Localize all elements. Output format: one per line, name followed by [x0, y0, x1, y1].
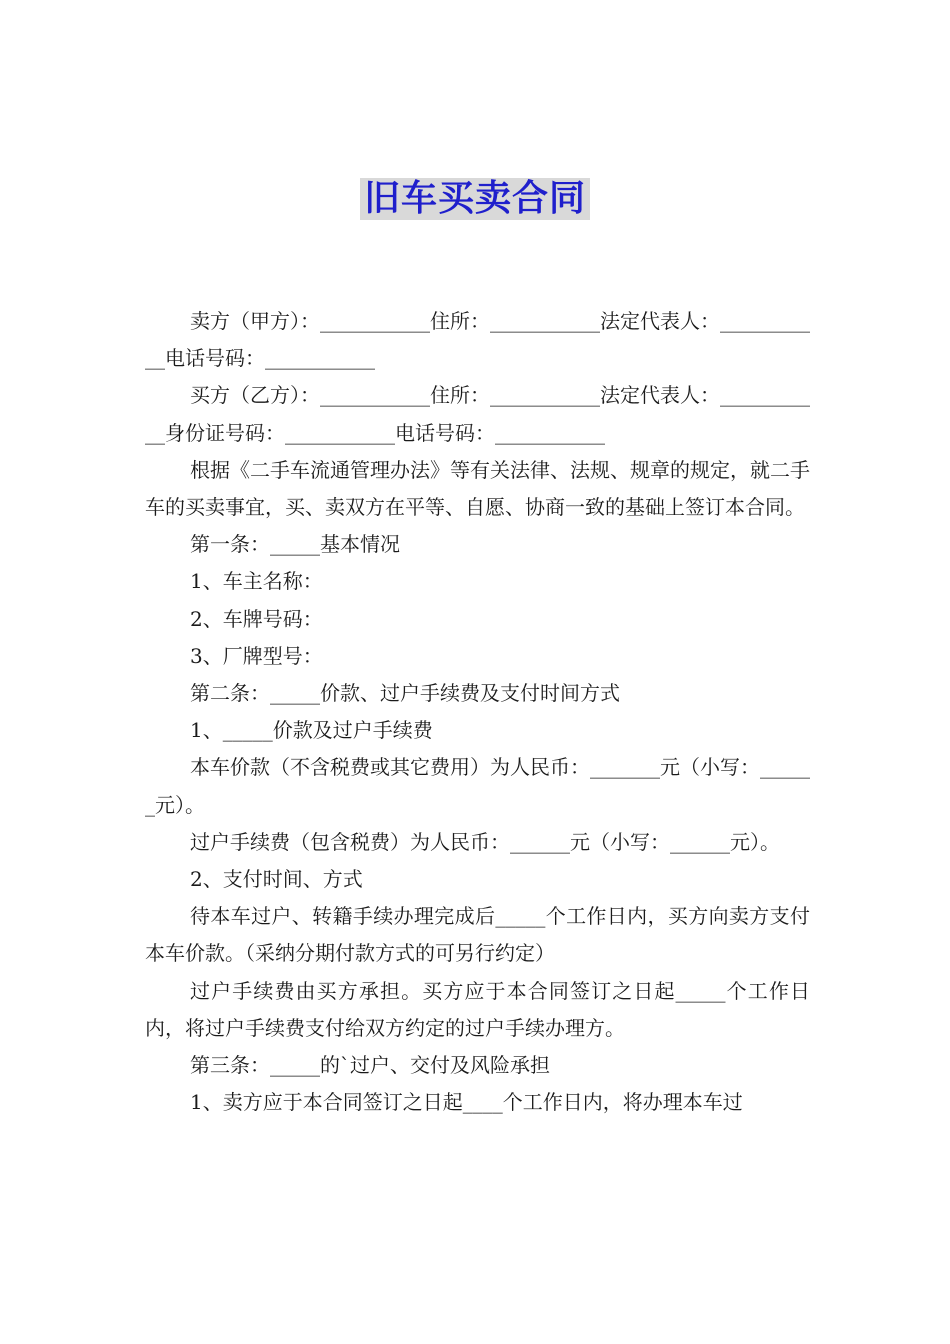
- transfer-fee-paragraph: 过户手续费（包含税费）为人民币：______元（小写：______元）。: [190, 829, 780, 854]
- price-fee-subheading: 1、_____价款及过户手续费: [190, 718, 433, 743]
- vehicle-price-paragraph: 本车价款（不含税费或其它费用）为人民币：_______元（小写：______元）。: [145, 755, 810, 817]
- seller-info-paragraph: 卖方（甲方）：___________住所：___________法定代表人：___________电话号码：___________: [145, 309, 810, 371]
- plate-number-item: 2、车牌号码：: [190, 606, 323, 631]
- article-1-heading: 第一条：_____基本情况: [190, 532, 400, 557]
- transfer-item-1: 1、卖方应于本合同签订之日起____个工作日内，将办理本车过: [190, 1090, 743, 1115]
- owner-name-item: 1、车主名称：: [190, 569, 323, 594]
- model-item: 3、厂牌型号：: [190, 643, 323, 668]
- article-3-heading: 第三条：_____的`过户、交付及风险承担: [190, 1053, 550, 1078]
- payment-subheading: 2、支付时间、方式: [190, 867, 363, 892]
- preamble-paragraph: 根据《二手车流通管理办法》等有关法律、法规、规章的规定，就二手车的买卖事宜，买、卖双方在平等、自愿、协商一致的基础上签订本合同。: [145, 457, 810, 520]
- buyer-info-paragraph: 买方（乙方）：___________住所：___________法定代表人：___________身份证号码：___________电话号码：___________: [145, 383, 810, 445]
- document-body: [145, 303, 810, 1121]
- fee-payment-paragraph: 过户手续费由买方承担。买方应于本合同签订之日起_____个工作日内，将过户手续费支付给双方约定的过户手续办理方。: [145, 978, 810, 1040]
- title-container: [0, 178, 950, 220]
- document-title: 旧车买卖合同: [360, 178, 590, 220]
- article-2-heading: 第二条：_____价款、过户手续费及支付时间方式: [190, 681, 620, 706]
- payment-term-paragraph: 待本车过户、转籍手续办理完成后_____个工作日内，买方向卖方支付本车价款。（采纳分期付款方式的可另行约定）: [145, 904, 810, 966]
